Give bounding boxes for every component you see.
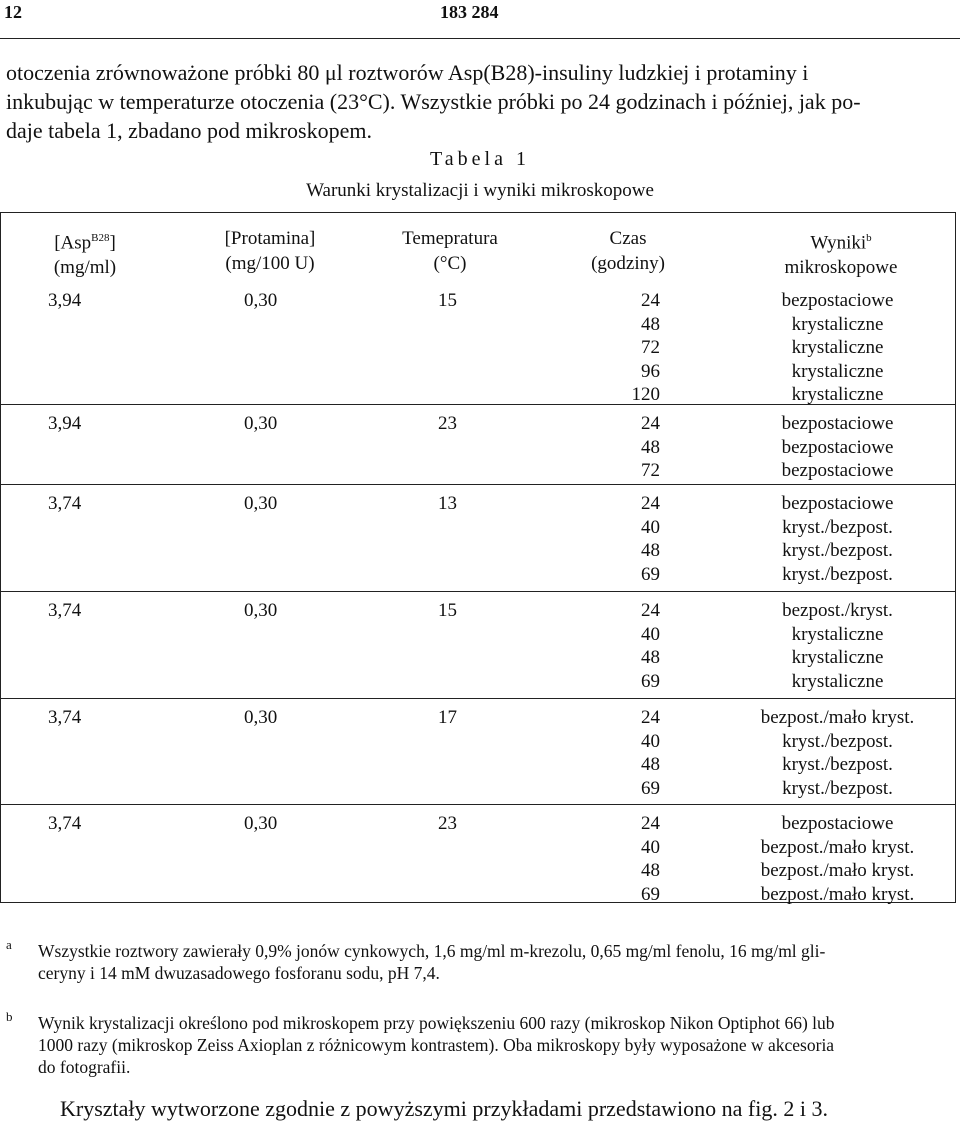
wyniki-cell: bezpost./mało kryst. <box>760 836 915 858</box>
czas-column <box>612 599 660 693</box>
czas-cell: 40 <box>641 730 660 752</box>
asp-cell: 3,94 <box>48 413 82 434</box>
patent-number: 183 284 <box>440 2 499 22</box>
group-divider <box>0 591 956 592</box>
czas-column <box>612 492 660 586</box>
wyniki-cell: krystaliczne <box>791 337 884 358</box>
wyniki-column <box>730 706 945 800</box>
czas-column <box>612 289 660 407</box>
wyniki-cell: krystaliczne <box>791 360 884 382</box>
wyniki-cell: bezpost./kryst. <box>782 600 893 621</box>
page-number: 12 <box>4 2 22 22</box>
czas-cell: 48 <box>641 313 660 335</box>
czas-cell: 48 <box>641 860 660 881</box>
czas-cell: 24 <box>641 413 660 434</box>
wyniki-cell: kryst./bezpost. <box>782 777 893 799</box>
czas-cell: 72 <box>641 460 660 481</box>
czas-cell: 72 <box>641 337 660 358</box>
protamina-cell: 0,30 <box>244 413 278 434</box>
wyniki-column <box>730 289 945 407</box>
protamina-cell: 0,30 <box>244 493 278 514</box>
table-caption: Warunki krystalizacji i wyniki mikroskopowe <box>306 180 654 201</box>
wyniki-cell: bezpost./mało kryst. <box>760 883 915 905</box>
asp-cell: 3,74 <box>48 493 82 514</box>
czas-cell: 48 <box>641 540 660 561</box>
protamina-cell: 0,30 <box>244 290 278 311</box>
header-divider <box>0 38 960 39</box>
column-header-protamina: [Protamina] (mg/100 U) <box>224 228 316 274</box>
wyniki-cell: bezpost./mało kryst. <box>760 860 915 881</box>
wyniki-cell: kryst./bezpost. <box>782 730 893 752</box>
table-left-border <box>0 212 1 902</box>
footnote-line: ceryny i 14 mM dwuzasadowego fosforanu sodu, pH 7,4. <box>38 963 440 983</box>
closing-sentence: Kryształy wytworzone zgodnie z powyższymi przykładami przedstawiono na fig. 2 i 3. <box>60 1096 828 1121</box>
footnote-line: 1000 razy (mikroskop Zeiss Axioplan z różnicowym kontrastem). Oba mikroskopy były wyposażone w akcesoria <box>38 1035 835 1055</box>
protamina-cell: 0,30 <box>244 707 278 728</box>
czas-cell: 69 <box>641 563 660 585</box>
wyniki-cell: krystaliczne <box>791 670 884 692</box>
czas-cell: 48 <box>641 436 660 458</box>
intro-line: daje tabela 1, zbadano pod mikroskopem. <box>6 118 372 143</box>
column-header-czas: Czas (godziny) <box>591 228 665 274</box>
group-divider <box>0 698 956 699</box>
wyniki-cell: kryst./bezpost. <box>782 563 893 585</box>
group-divider <box>0 484 956 485</box>
temperatura-cell: 23 <box>438 813 457 834</box>
temperatura-cell: 13 <box>438 493 457 514</box>
intro-line: inkubując w temperaturze otoczenia (23°C). Wszystkie próbki po 24 godzinach i później, jak po- <box>6 89 861 114</box>
wyniki-cell: kryst./bezpost. <box>782 540 893 561</box>
asp-cell: 3,74 <box>48 707 82 728</box>
wyniki-cell: bezpostaciowe <box>781 436 894 458</box>
czas-cell: 48 <box>641 647 660 668</box>
czas-cell: 96 <box>641 360 660 382</box>
wyniki-column <box>730 412 945 483</box>
wyniki-cell: bezpost./mało kryst. <box>760 707 915 728</box>
temperatura-cell: 15 <box>438 600 457 621</box>
wyniki-cell: kryst./bezpost. <box>782 754 893 775</box>
czas-cell: 69 <box>641 670 660 692</box>
intro-line: otoczenia zrównoważone próbki 80 μl roztworów Asp(B28)-insuliny ludzkiej i protaminy i <box>6 60 809 85</box>
footnote-line: do fotografii. <box>38 1057 131 1077</box>
asp-cell: 3,94 <box>48 290 82 311</box>
wyniki-cell: krystaliczne <box>791 384 884 405</box>
czas-cell: 69 <box>641 883 660 905</box>
footnote-a <box>6 937 952 984</box>
intro-paragraph <box>6 58 954 145</box>
footnote-mark: a <box>6 937 12 952</box>
column-header-wyniki: Wyniki$^b$ mikroskopowe <box>784 232 898 279</box>
wyniki-column <box>730 492 945 586</box>
czas-cell: 69 <box>641 777 660 799</box>
footnote-line: Wszystkie roztwory zawierały 0,9% jonów cynkowych, 1,6 mg/ml m-krezolu, 0,65 mg/ml fenolu, 16 mg/ml gli- <box>38 941 826 961</box>
wyniki-cell: bezpostaciowe <box>781 493 894 514</box>
wyniki-cell: kryst./bezpost. <box>782 516 893 538</box>
table-right-border <box>955 212 956 902</box>
wyniki-cell: bezpostaciowe <box>781 290 894 311</box>
czas-cell: 120 <box>631 384 660 405</box>
czas-cell: 24 <box>641 290 660 311</box>
wyniki-cell: krystaliczne <box>791 623 884 645</box>
wyniki-cell: bezpostaciowe <box>781 413 894 434</box>
czas-cell: 24 <box>641 493 660 514</box>
czas-cell: 24 <box>641 600 660 621</box>
czas-cell: 40 <box>641 623 660 645</box>
wyniki-cell: krystaliczne <box>791 313 884 335</box>
temperatura-cell: 15 <box>438 290 457 311</box>
table-label: Tabela 1 <box>429 148 530 170</box>
protamina-cell: 0,30 <box>244 813 278 834</box>
czas-column <box>612 706 660 800</box>
group-divider <box>0 804 956 805</box>
table-top-rule <box>0 212 956 213</box>
czas-cell: 24 <box>641 813 660 834</box>
wyniki-cell: bezpostaciowe <box>781 813 894 834</box>
protamina-cell: 0,30 <box>244 600 278 621</box>
asp-cell: 3,74 <box>48 600 82 621</box>
footnote-line: Wynik krystalizacji określono pod mikroskopem przy powiększeniu 600 razy (mikroskop Nikon Optiphot 66) lub <box>38 1013 835 1033</box>
wyniki-cell: bezpostaciowe <box>781 460 894 481</box>
czas-cell: 48 <box>641 754 660 775</box>
temperatura-cell: 17 <box>438 707 457 728</box>
czas-column <box>612 812 660 906</box>
czas-cell: 40 <box>641 516 660 538</box>
czas-cell: 24 <box>641 707 660 728</box>
column-header-asp: [Asp$^{B28}$] (mg/ml) <box>53 232 117 279</box>
wyniki-column <box>730 812 945 906</box>
wyniki-cell: krystaliczne <box>791 647 884 668</box>
temperatura-cell: 23 <box>438 413 457 434</box>
czas-cell: 40 <box>641 836 660 858</box>
footnote-mark: b <box>6 1009 13 1024</box>
column-header-temperatura: Temepratura (°C) <box>402 228 498 274</box>
footnote-b <box>6 1009 952 1078</box>
czas-column <box>612 412 660 483</box>
asp-cell: 3,74 <box>48 813 82 834</box>
wyniki-column <box>730 599 945 693</box>
group-divider <box>0 404 956 405</box>
